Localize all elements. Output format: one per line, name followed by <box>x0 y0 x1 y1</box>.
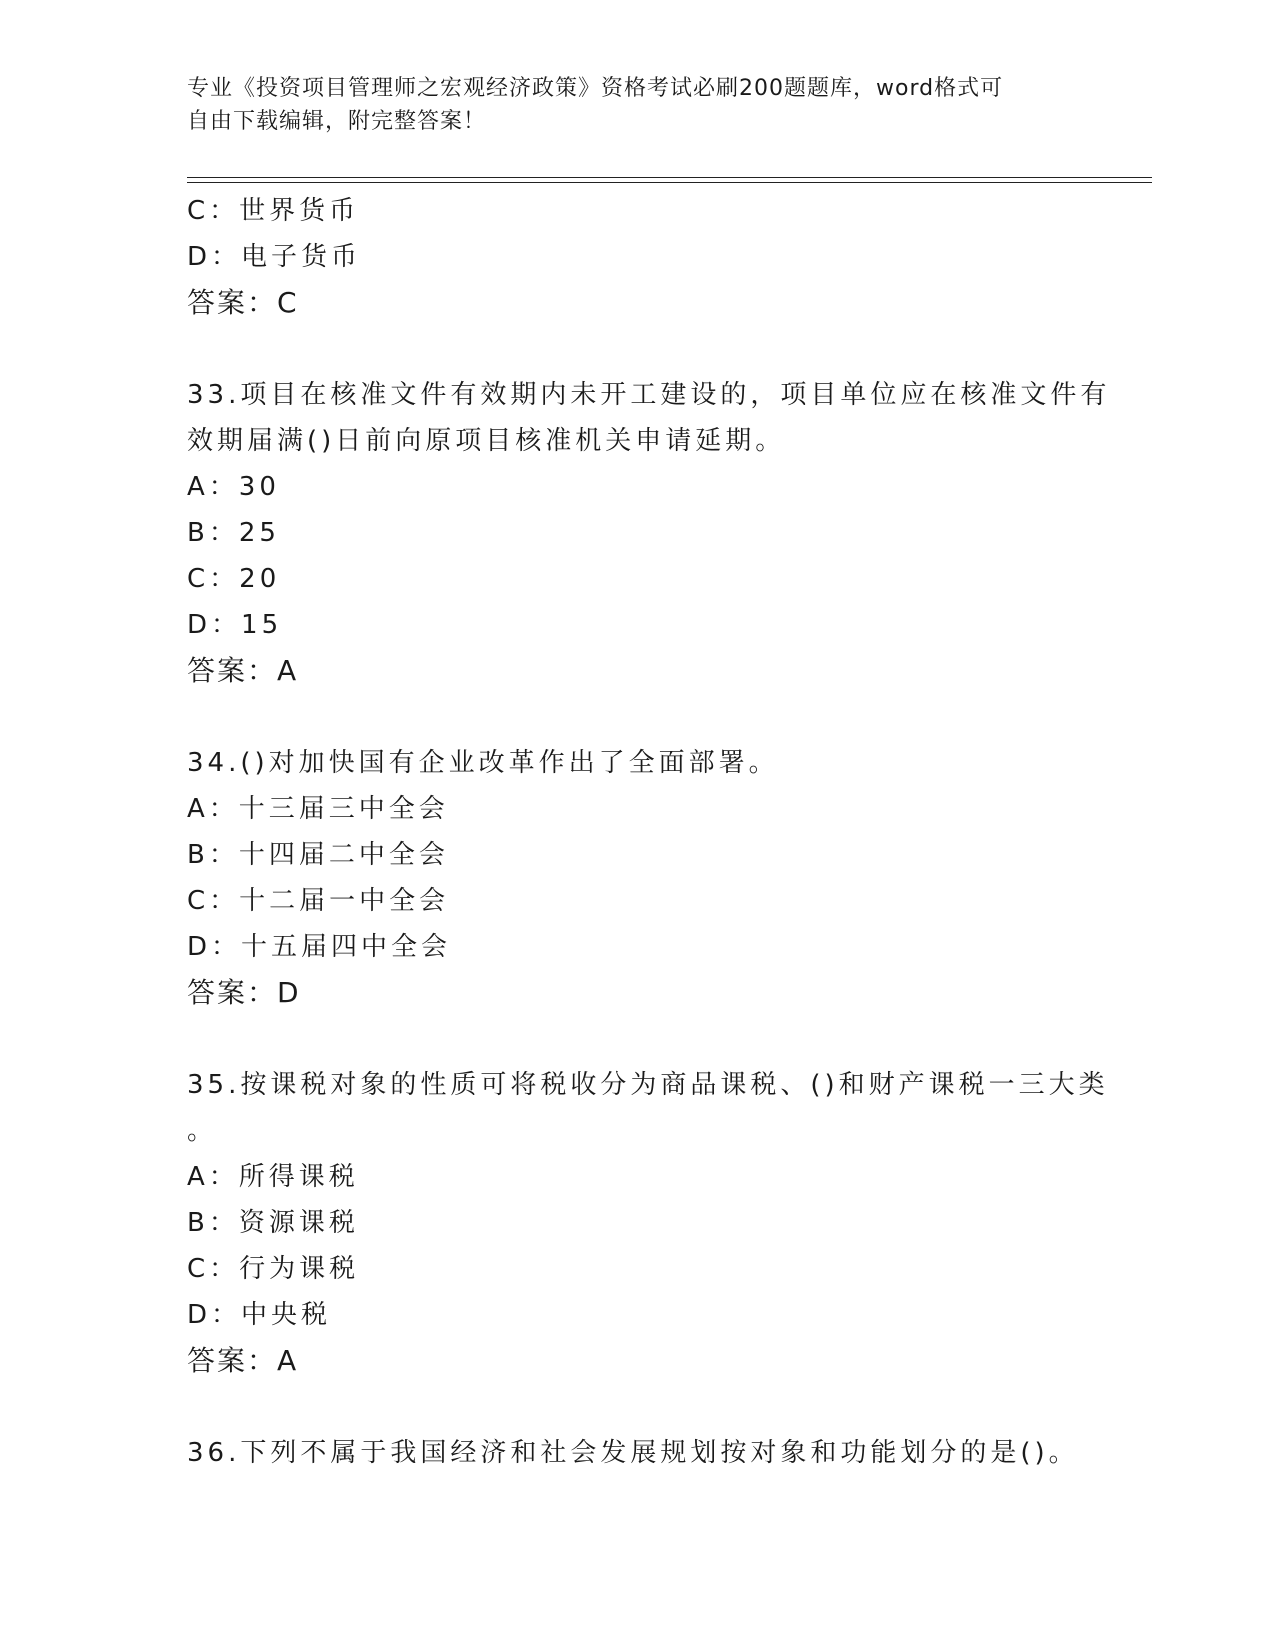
question-list <box>187 188 1111 1476</box>
spacer <box>187 326 1087 372</box>
question-32-tail <box>187 188 1087 326</box>
answer-line: 答案：A <box>187 1344 299 1377</box>
option-c: C：行为课税 <box>187 1254 360 1284</box>
option-d: D：中央税 <box>187 1300 332 1330</box>
option-a: A：30 <box>187 472 280 502</box>
header-divider-top <box>187 177 1152 178</box>
question-stem-line-1: 35.按课税对象的性质可将税收分为商品课税、()和财产课税一三大类 <box>187 1070 1109 1100</box>
question-33 <box>187 372 1111 694</box>
answer-line: 答案：A <box>187 654 299 687</box>
spacer <box>187 694 1087 740</box>
answer-line: 答案：C <box>187 286 299 319</box>
option-d: D：电子货币 <box>187 242 362 272</box>
question-36 <box>187 1430 1087 1476</box>
spacer <box>187 1016 1087 1062</box>
option-a: A：所得课税 <box>187 1162 359 1192</box>
question-stem-line-2: 效期届满()日前向原项目核准机关申请延期。 <box>187 426 786 456</box>
option-a: A：十三届三中全会 <box>187 794 449 824</box>
question-34 <box>187 740 1087 1016</box>
option-d: D：十五届四中全会 <box>187 932 452 962</box>
document-header <box>187 72 1077 138</box>
question-stem-line-2: 。 <box>187 1116 218 1146</box>
question-stem: 34.()对加快国有企业改革作出了全面部署。 <box>187 748 779 778</box>
header-line-2: 自由下载编辑，附完整答案！ <box>187 109 487 134</box>
question-35 <box>187 1062 1109 1384</box>
option-b: B：资源课税 <box>187 1208 359 1238</box>
question-stem: 36.下列不属于我国经济和社会发展规划按对象和功能划分的是()。 <box>187 1438 1079 1468</box>
header-line-1: 专业《投资项目管理师之宏观经济政策》资格考试必刷200题题库，word格式可 <box>187 76 1004 101</box>
header-divider-bottom <box>187 182 1152 183</box>
option-d: D：15 <box>187 610 283 640</box>
option-b: B：25 <box>187 518 280 548</box>
question-stem-line-1: 33.项目在核准文件有效期内未开工建设的，项目单位应在核准文件有 <box>187 380 1111 410</box>
option-c: C：世界货币 <box>187 196 360 226</box>
option-b: B：十四届二中全会 <box>187 840 449 870</box>
option-c: C：20 <box>187 564 281 594</box>
answer-line: 答案：D <box>187 976 301 1009</box>
option-c: C：十二届一中全会 <box>187 886 450 916</box>
spacer <box>187 1384 1087 1430</box>
